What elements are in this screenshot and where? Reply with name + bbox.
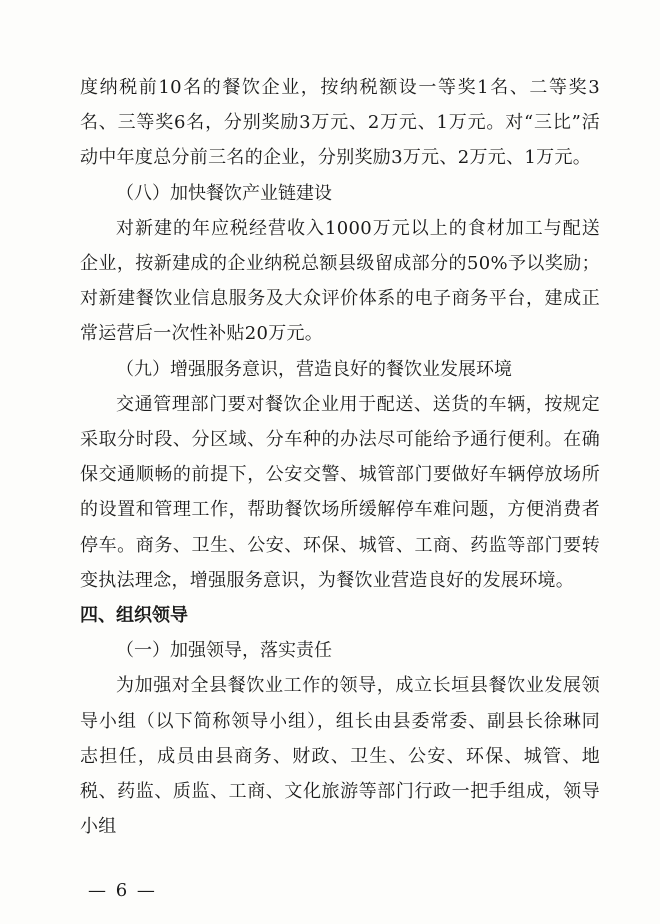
subheading-eight: （八）加快餐饮产业链建设 bbox=[116, 182, 332, 204]
paragraph-food-supply-chain: 对新建的年应税经营收入1000万元以上的食材加工与配送企业，按新建成的企业纳税总额县级留成部分的50%予以奖励；对新建餐饮业信息服务及大众评价体系的电子商务平台，建成正常运营后一次性补贴20万元。 bbox=[80, 217, 600, 345]
paragraph-leadership-group: 为加强对全县餐饮业工作的领导，成立长垣县餐饮业发展领导小组（以下简称领导小组），组长由县委常委、副县长徐琳同志担任，成员由县商务、财政、卫生、公安、环保、城管、地税、药监、质监、工商、文化旅游等部门行政一把手组成，领导小组 bbox=[80, 675, 600, 838]
subheading-nine: （九）增强服务意识，营造良好的餐饮业发展环境 bbox=[116, 358, 512, 380]
section-heading-four: 四、组织领导 bbox=[80, 605, 188, 627]
paragraph-service-environment: 交通管理部门要对餐饮企业用于配送、送货的车辆，按规定采取分时段、分区域、分车种的办法尽可能给予通行便利。在确保交通顺畅的前提下，公安交警、城管部门要做好车辆停放场所的设置和管理工作，帮助餐饮场所缓解停车难问题，方便消费者停车。商务、卫生、公安、环保、城管、工商、药监等部门要转变执法理念，增强服务意识，为餐饮业营造良好的发展环境。 bbox=[80, 393, 600, 591]
paragraph-awards: 度纳税前10名的餐饮企业，按纳税额设一等奖1名、二等奖3名、三等奖6名，分别奖励3万元、2万元、1万元。对“三比”活动中年度总分前三名的企业，分别奖励3万元、2万元、1万元。 bbox=[80, 77, 600, 169]
page-number: — 6 — bbox=[88, 880, 157, 901]
subheading-one: （一）加强领导，落实责任 bbox=[116, 640, 332, 662]
document-body bbox=[80, 70, 600, 844]
